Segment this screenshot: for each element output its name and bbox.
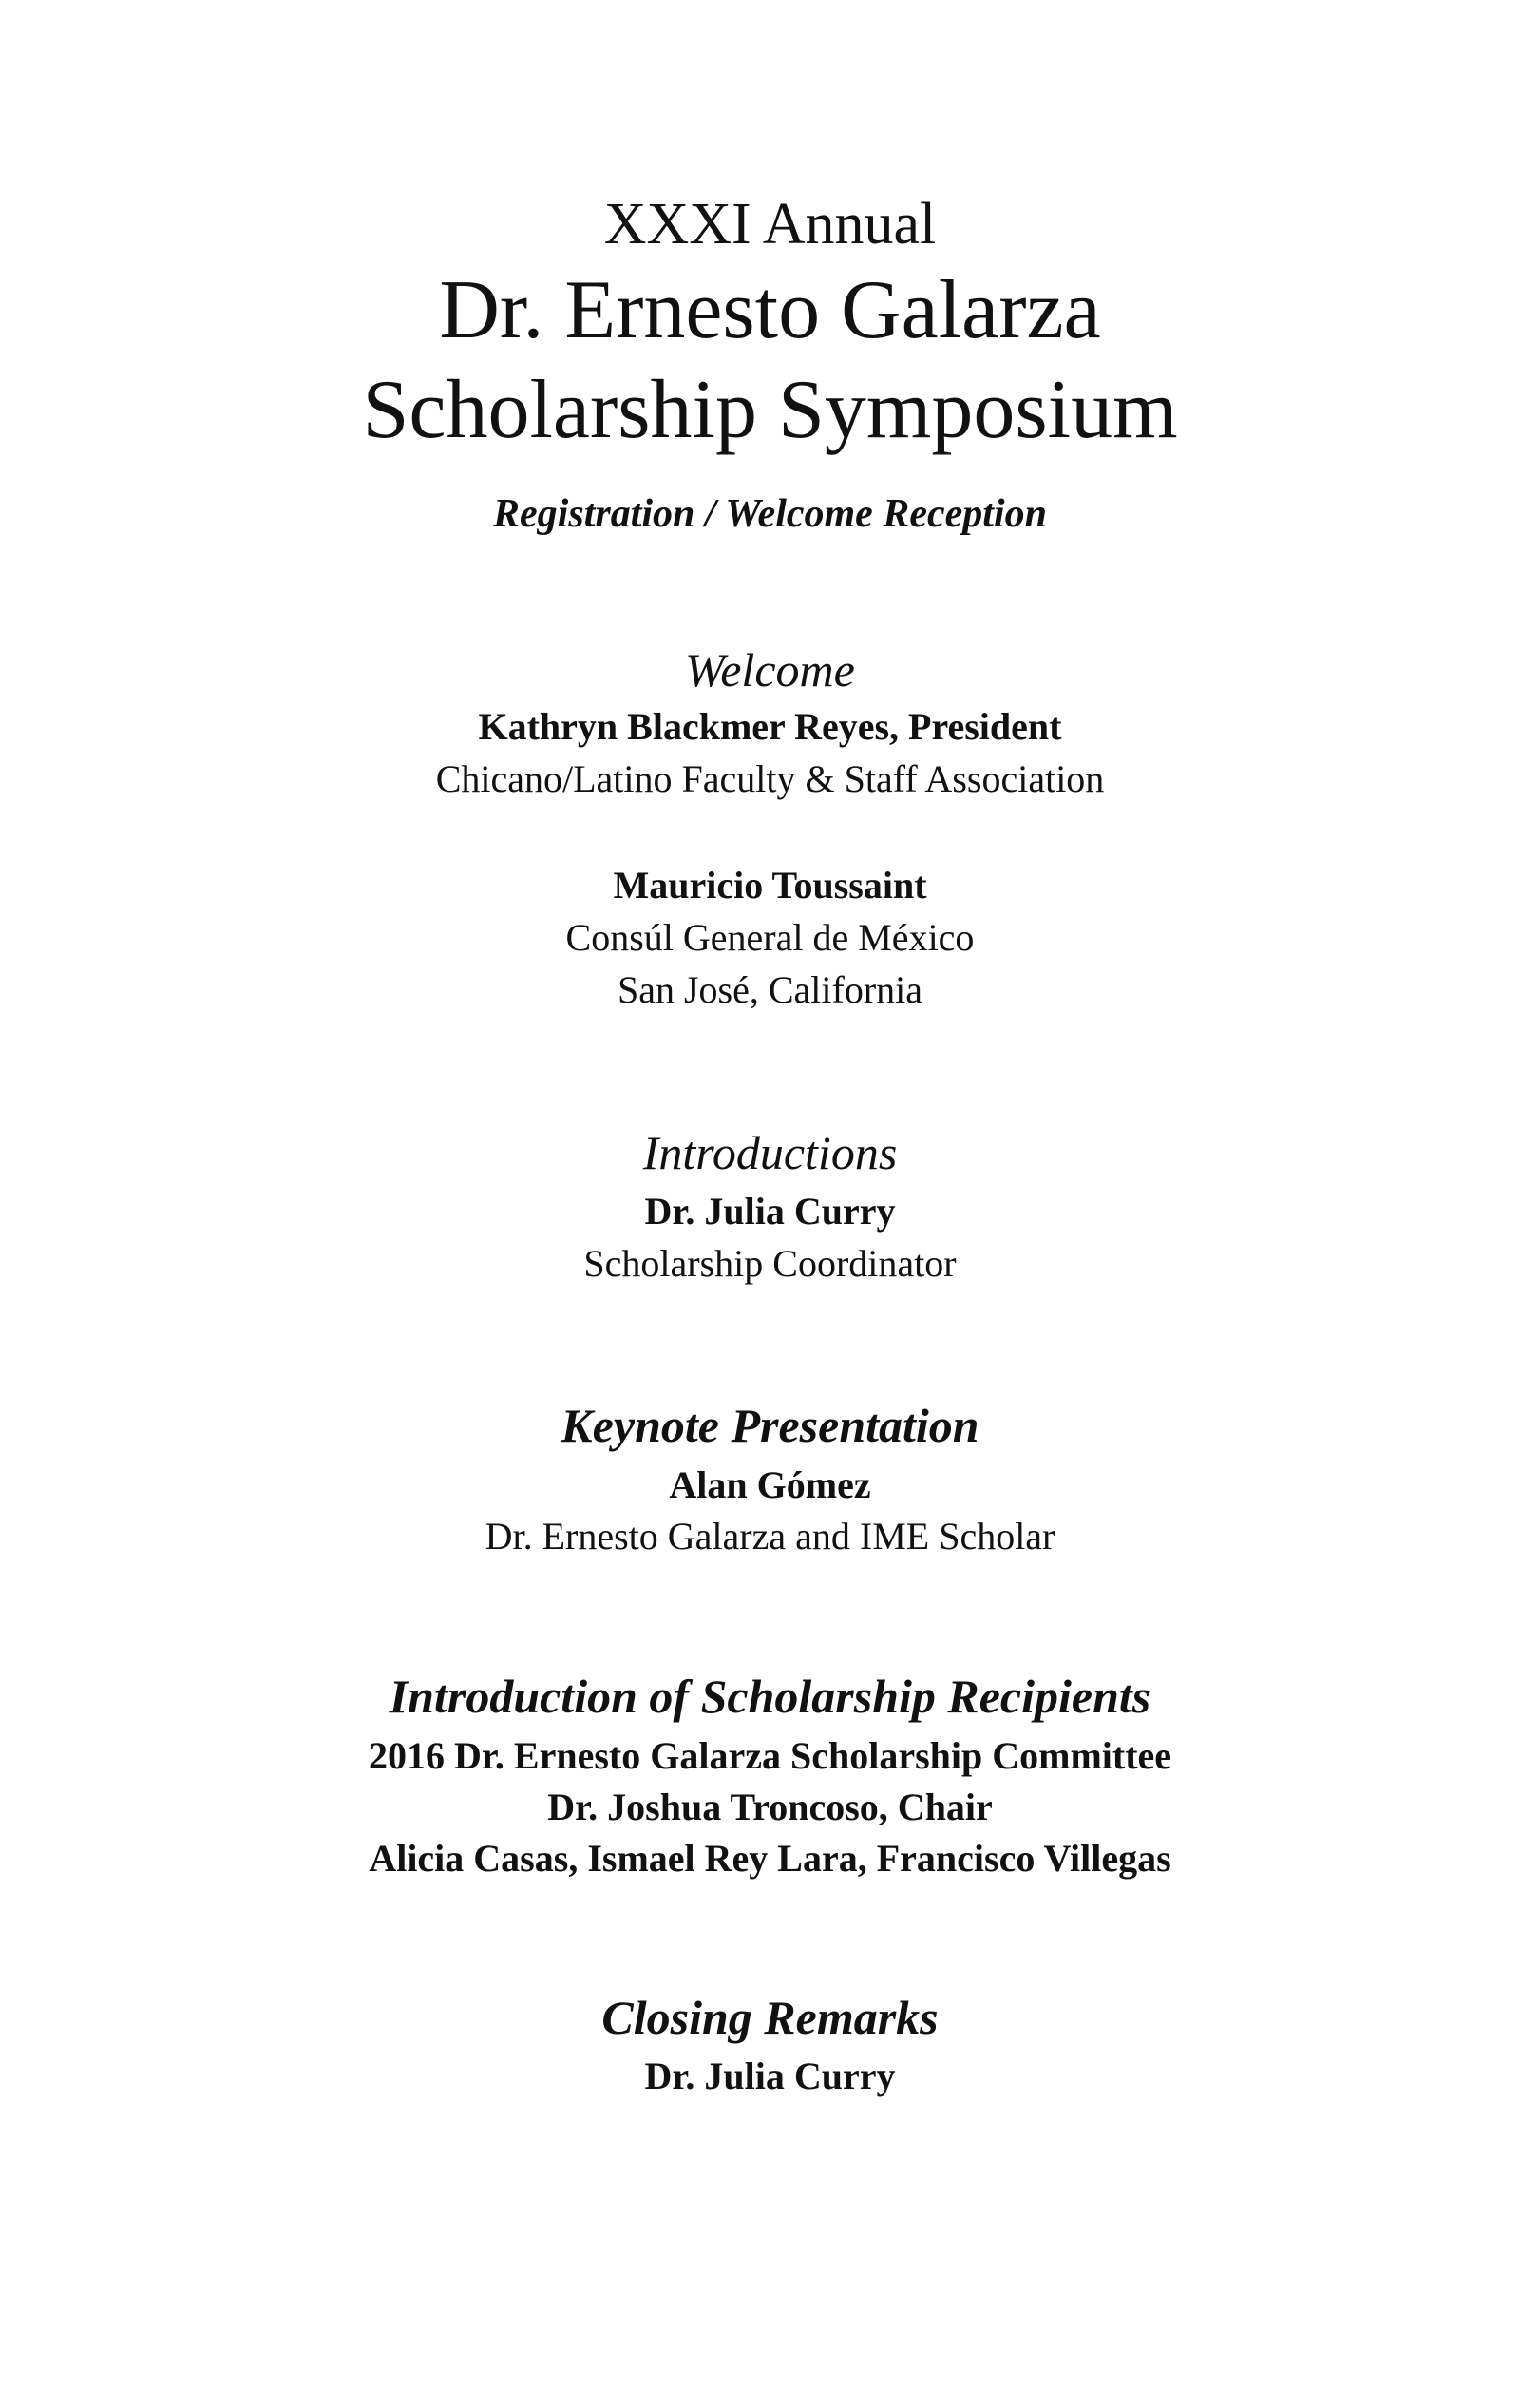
recipients-chair: Dr. Joshua Troncoso, Chair <box>547 1786 993 1828</box>
recipients-committee: 2016 Dr. Ernesto Galarza Scholarship Committee <box>368 1734 1172 1777</box>
welcome-speaker1-title: Chicano/Latino Faculty & Staff Association <box>435 757 1105 800</box>
keynote-name: Alan Gómez <box>669 1463 871 1506</box>
introductions-heading: Introductions <box>642 1126 898 1179</box>
event-title-line1: Dr. Ernesto Galarza <box>439 264 1101 356</box>
welcome-speaker2-title: Consúl General de México <box>565 916 975 959</box>
welcome-speaker2-location: San José, California <box>617 968 923 1011</box>
welcome-heading: Welcome <box>685 643 855 697</box>
event-title-line2: Scholarship Symposium <box>362 364 1178 456</box>
recipients-heading: Introduction of Scholarship Recipients <box>389 1670 1151 1723</box>
welcome-speaker2-name: Mauricio Toussaint <box>613 864 927 907</box>
recipients-members: Alicia Casas, Ismael Rey Lara, Francisco Villegas <box>369 1837 1171 1880</box>
closing-heading: Closing Remarks <box>601 1991 939 2044</box>
registration-heading: Registration / Welcome Reception <box>493 492 1047 536</box>
event-edition: XXXI Annual <box>603 192 937 257</box>
introductions-title: Scholarship Coordinator <box>583 1242 957 1285</box>
welcome-speaker1-name: Kathryn Blackmer Reyes, President <box>478 705 1062 748</box>
introductions-name: Dr. Julia Curry <box>644 1190 896 1233</box>
closing-name: Dr. Julia Curry <box>644 2055 896 2097</box>
keynote-title: Dr. Ernesto Galarza and IME Scholar <box>485 1515 1055 1558</box>
keynote-heading: Keynote Presentation <box>561 1399 979 1452</box>
